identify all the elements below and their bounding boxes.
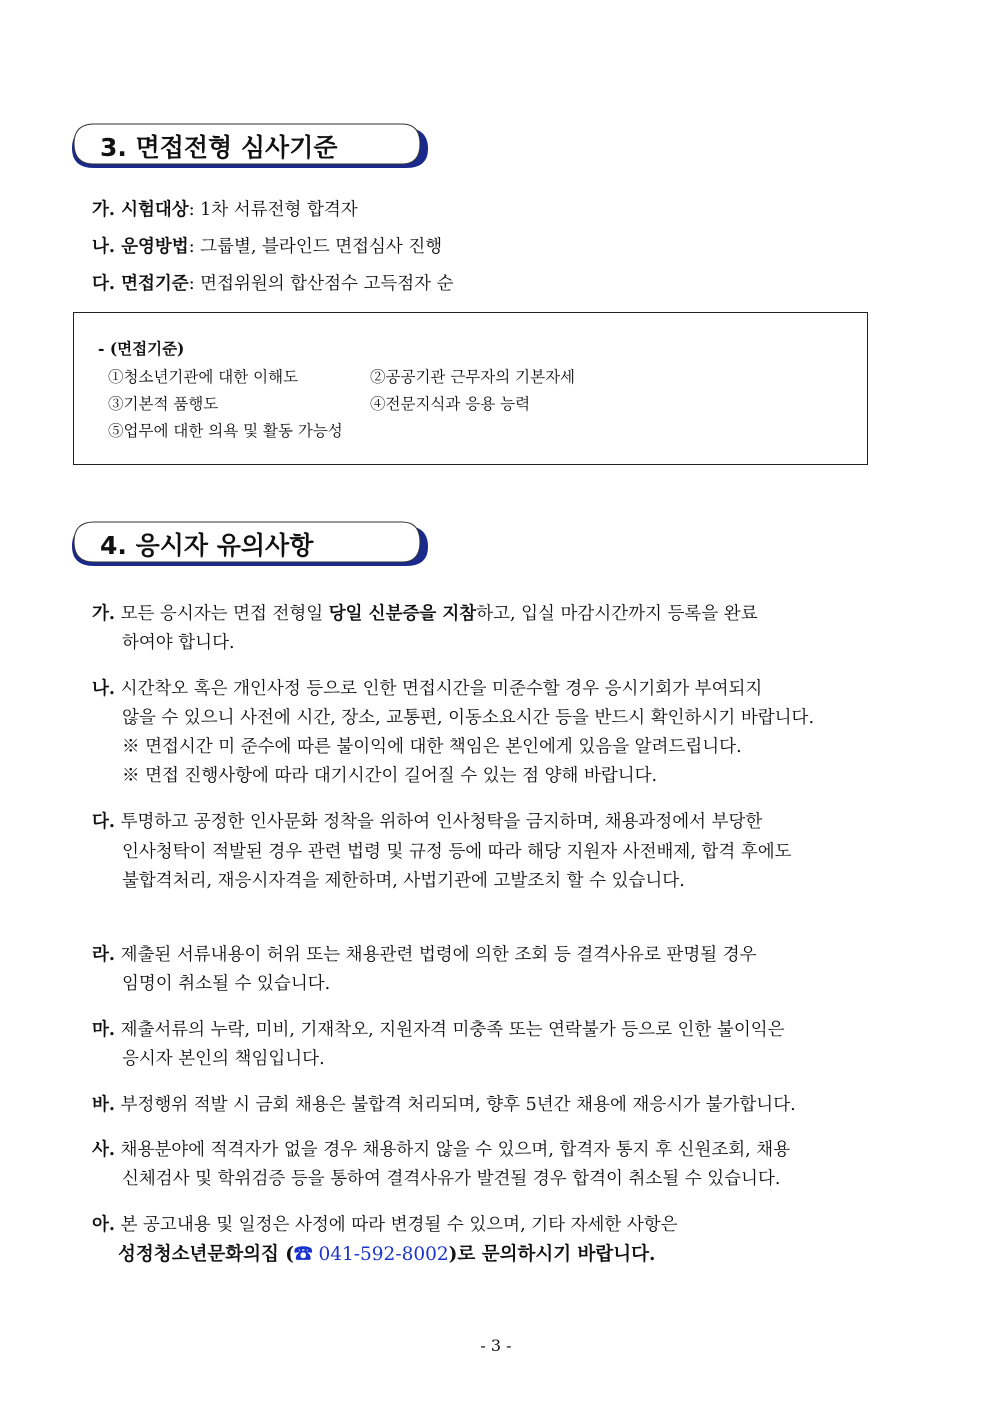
section-4-title: 4. 응시자 유의사항 bbox=[100, 531, 314, 560]
notice-ga-label: 가. bbox=[92, 604, 115, 624]
notice-ra-label: 라. bbox=[92, 945, 115, 965]
criterion-3: ③기본적 품행도 bbox=[108, 395, 219, 413]
exam-target bbox=[92, 196, 358, 221]
notice-ma-line-1 bbox=[92, 1016, 785, 1041]
notice-sa-line-1 bbox=[92, 1136, 790, 1161]
notice-a-text-1: 본 공고내용 및 일정은 사정에 따라 변경될 수 있으며, 기타 자세한 사항은 bbox=[115, 1215, 678, 1235]
notice-na-label: 나. bbox=[92, 679, 115, 699]
interview-criteria bbox=[92, 270, 454, 295]
notice-ga-bold: 당일 신분증을 지참 bbox=[328, 604, 477, 624]
page-number: - 3 - bbox=[480, 1336, 512, 1355]
notice-ga-line-2: 하여야 합니다. bbox=[122, 633, 235, 653]
exam-target-text: : 1차 서류전형 합격자 bbox=[188, 200, 358, 220]
notice-da-line-2: 인사청탁이 적발된 경우 관련 법령 및 규정 등에 따라 해당 지원자 사전배제, 합격 후에도 bbox=[122, 842, 792, 862]
notice-ba-text-1: 부정행위 적발 시 금회 채용은 불합격 처리되며, 향후 5년간 채용에 재응시가 불가합니다. bbox=[115, 1095, 796, 1115]
notice-ra-line-1 bbox=[92, 941, 757, 966]
contact-tail: )로 문의하시기 바랍니다. bbox=[448, 1244, 656, 1265]
notice-ma-label: 마. bbox=[92, 1020, 115, 1040]
section-3-title: 3. 면접전형 심사기준 bbox=[100, 133, 338, 162]
operation-method bbox=[92, 233, 442, 258]
notice-da-label: 다. bbox=[92, 812, 115, 832]
notice-sa-text-1: 채용분야에 적격자가 없을 경우 채용하지 않을 수 있으며, 합격자 통지 후 신원조회, 채용 bbox=[115, 1140, 791, 1160]
operation-method-label: 나. 운영방법 bbox=[92, 237, 189, 257]
notice-ra-text-1: 제출된 서류내용이 허위 또는 채용관련 법령에 의한 조회 등 결격사유로 판명될 경우 bbox=[115, 945, 757, 965]
interview-criteria-text: : 면접위원의 합산점수 고득점자 순 bbox=[188, 274, 454, 294]
criterion-1: ①청소년기관에 대한 이해도 bbox=[108, 368, 299, 386]
criterion-2: ②공공기관 근무자의 기본자세 bbox=[370, 368, 576, 386]
notice-da-line-3: 불합격처리, 재응시자격을 제한하며, 사법기관에 고발조치 할 수 있습니다. bbox=[122, 871, 685, 891]
criterion-5: ⑤업무에 대한 의욕 및 활동 가능성 bbox=[108, 422, 343, 440]
interview-criteria-label: 다. 면접기준 bbox=[92, 274, 189, 294]
notice-ba-label: 바. bbox=[92, 1095, 115, 1115]
notice-na-line-1 bbox=[92, 675, 762, 700]
section-4-header bbox=[70, 520, 430, 568]
criteria-box-heading: - (면접기준) bbox=[98, 339, 185, 358]
exam-target-label: 가. 시험대상 bbox=[92, 200, 189, 220]
notice-da-text-1: 투명하고 공정한 인사문화 정착을 위하여 인사청탁을 금지하며, 채용과정에서 부당한 bbox=[115, 812, 763, 832]
contact-org: 성정청소년문화의집 ( bbox=[118, 1244, 295, 1265]
criteria-box bbox=[73, 312, 868, 465]
contact-phone: 041-592-8002 bbox=[312, 1244, 449, 1265]
contact-line bbox=[118, 1240, 655, 1266]
notice-ga-line-1 bbox=[92, 600, 758, 625]
notice-sa-line-2: 신체검사 및 학위검증 등을 통하여 결격사유가 발견될 경우 합격이 취소될 수 있습니다. bbox=[122, 1169, 781, 1189]
notice-na-text-1: 시간착오 혹은 개인사정 등으로 인한 면접시간을 미준수할 경우 응시기회가 부여되지 bbox=[115, 679, 763, 699]
notice-ba-line-1 bbox=[92, 1091, 796, 1116]
criterion-4: ④전문지식과 응용 능력 bbox=[370, 395, 531, 413]
operation-method-text: : 그룹별, 블라인드 면접심사 진행 bbox=[188, 237, 443, 257]
section-3-header bbox=[70, 122, 430, 170]
notice-ma-line-2: 응시자 본인의 책임입니다. bbox=[122, 1049, 325, 1069]
notice-ra-line-2: 임명이 취소될 수 있습니다. bbox=[122, 974, 331, 994]
notice-ma-text-1: 제출서류의 누락, 미비, 기재착오, 지원자격 미충족 또는 연락불가 등으로 인한 불이익은 bbox=[115, 1020, 785, 1040]
notice-na-note-1: ※ 면접시간 미 준수에 따른 불이익에 대한 책임은 본인에게 있음을 알려드립니다. bbox=[122, 737, 742, 757]
notice-a-label: 아. bbox=[92, 1215, 115, 1235]
notice-a-line-1 bbox=[92, 1211, 678, 1236]
notice-na-line-2: 않을 수 있으니 사전에 시간, 장소, 교통편, 이동소요시간 등을 반드시 확인하시기 바랍니다. bbox=[122, 708, 815, 728]
notice-ga-text-b: 하고, 입실 마감시간까지 등록을 완료 bbox=[476, 604, 758, 624]
notice-sa-label: 사. bbox=[92, 1140, 115, 1160]
phone-icon: ☎ bbox=[294, 1244, 313, 1265]
notice-na-note-2: ※ 면접 진행사항에 따라 대기시간이 길어질 수 있는 점 양해 바랍니다. bbox=[122, 766, 658, 786]
notice-ga-text-a: 모든 응시자는 면접 전형일 bbox=[115, 604, 329, 624]
notice-da-line-1 bbox=[92, 808, 762, 833]
